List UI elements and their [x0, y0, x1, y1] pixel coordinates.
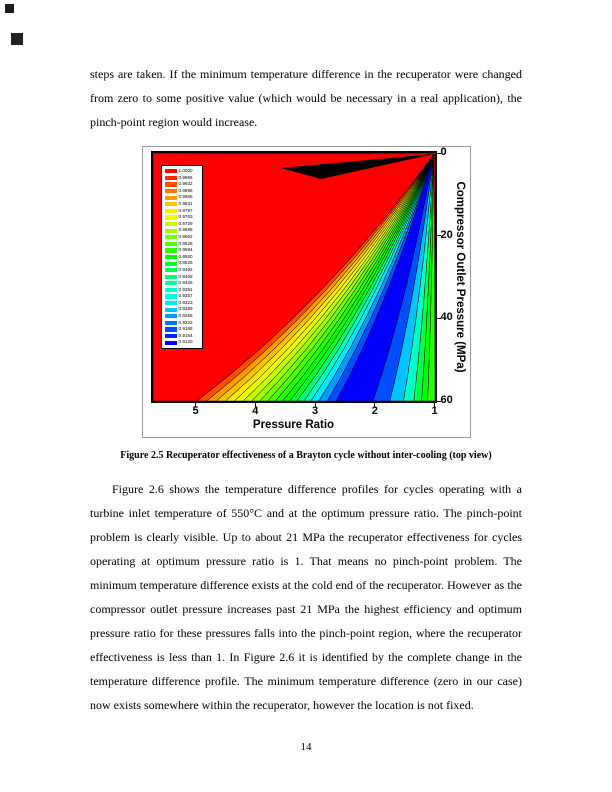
legend-value: 0.9695	[178, 227, 193, 233]
y-tick-label: 20	[440, 228, 453, 241]
legend-swatch	[165, 301, 177, 305]
legend-value: 0.9831	[178, 200, 193, 206]
legend-row	[165, 313, 199, 320]
legend-swatch	[165, 327, 177, 331]
legend-swatch	[165, 341, 177, 345]
contour-plot	[151, 151, 437, 403]
scan-artifact-icon	[5, 4, 14, 13]
legend-value: 0.9323	[178, 299, 193, 305]
legend-value: 0.9188	[178, 326, 193, 332]
legend-value: 0.9560	[178, 253, 193, 259]
legend-swatch	[165, 242, 177, 246]
legend-value: 0.9526	[178, 260, 193, 266]
legend-row	[165, 188, 199, 195]
legend-value: 0.9594	[178, 247, 193, 253]
legend-swatch	[165, 275, 177, 279]
legend-row	[165, 227, 199, 234]
legend-swatch	[165, 308, 177, 312]
legend-swatch	[165, 248, 177, 252]
legend-row	[165, 293, 199, 300]
legend-value: 0.9628	[178, 240, 193, 246]
legend-row	[165, 254, 199, 261]
legend-value: 0.9222	[178, 319, 193, 325]
legend-value: 0.9391	[178, 286, 193, 292]
legend-row	[165, 339, 199, 346]
x-axis-title: Pressure Ratio	[252, 419, 335, 431]
legend-swatch	[165, 334, 177, 338]
legend-value: 0.9357	[178, 293, 193, 299]
legend-swatch	[165, 196, 177, 200]
legend-value: 0.9458	[178, 273, 193, 279]
legend-value: 0.9966	[178, 174, 193, 180]
legend-value: 0.9492	[178, 266, 193, 272]
legend-row	[165, 300, 199, 307]
legend-value: 0.9120	[178, 339, 193, 345]
page-number: 14	[300, 741, 312, 753]
legend-row	[165, 234, 199, 241]
legend-swatch	[165, 294, 177, 298]
legend-swatch	[165, 189, 177, 193]
legend-swatch	[165, 202, 177, 206]
legend-swatch	[165, 229, 177, 233]
legend-row	[165, 181, 199, 188]
legend-value: 0.9763	[178, 214, 193, 220]
legend-swatch	[165, 281, 177, 285]
legend-row	[165, 175, 199, 182]
legend-swatch	[165, 209, 177, 213]
legend-row	[165, 168, 199, 175]
legend-row	[165, 214, 199, 221]
legend-swatch	[165, 288, 177, 292]
legend-swatch	[165, 169, 177, 173]
legend-value: 0.9425	[178, 280, 193, 286]
y-tick-label: 40	[440, 311, 453, 324]
legend-row	[165, 326, 199, 333]
legend-swatch	[165, 262, 177, 266]
legend-swatch	[165, 321, 177, 325]
legend-row	[165, 306, 199, 313]
legend-value: 0.9898	[178, 187, 193, 193]
figure-2-5	[142, 146, 471, 438]
legend-row	[165, 287, 199, 294]
paragraph-2: Figure 2.6 shows the temperature difference profiles for cycles operating with a turbine inlet temperature of 550°C and at the optimum pressure ratio. The pinch-point problem is clearly visible. Up to about 21 MPa the recuperator effectiveness for cycles operating at optimum pressure ratio is 1. That means no pinch-point problem. The minimum temperature difference exists at the cold end of the recuperator. However as the compressor outlet pressure increases past 21 MPa the highest efficiency and optimum pressure ratio for these pressures falls into the pinch-point region, where the recuperator effectiveness is less than 1. In Figure 2.6 it is identified by the complete change in the temperature difference profile. The minimum temperature difference (zero in our case) now exists somewhere within the recuperator, however the location is not fixed.	[90, 482, 522, 712]
legend-value: 0.9932	[178, 181, 193, 187]
legend-row	[165, 260, 199, 267]
x-tick-label: 4	[252, 405, 259, 417]
legend-swatch	[165, 255, 177, 259]
legend-value: 0.9154	[178, 332, 193, 338]
legend-row	[165, 333, 199, 340]
legend-row	[165, 194, 199, 201]
legend-value: 0.9797	[178, 207, 193, 213]
legend	[161, 165, 203, 349]
y-axis-title: Compressor Outlet Pressure (MPa)	[453, 181, 466, 373]
legend-value: 0.9662	[178, 233, 193, 239]
legend-swatch	[165, 235, 177, 239]
x-tick-label: 2	[371, 405, 378, 417]
legend-swatch	[165, 182, 177, 186]
scan-artifact-icon	[11, 33, 23, 45]
legend-swatch	[165, 176, 177, 180]
legend-swatch	[165, 215, 177, 219]
figure-frame	[142, 146, 471, 438]
y-tick-label: 0	[440, 146, 447, 158]
legend-row	[165, 221, 199, 228]
legend-swatch	[165, 314, 177, 318]
paragraph-1: steps are taken. If the minimum temperature difference in the recuperator were changed from zero to some positive value (which would be necessary in a real application), the pinch-point region would increase.	[90, 67, 522, 129]
figure-caption: Figure 2.5 Recuperator effectiveness of a Brayton cycle without inter-cooling (top view)	[120, 450, 492, 461]
y-tick-label: 60	[440, 394, 453, 406]
legend-row	[165, 267, 199, 274]
legend-row	[165, 208, 199, 215]
x-tick-label: 5	[192, 405, 199, 417]
x-tick-label: 3	[311, 405, 319, 417]
legend-row	[165, 241, 199, 248]
legend-value: 1.0000	[178, 168, 193, 173]
legend-value: 0.9729	[178, 220, 193, 226]
legend-value: 0.9255	[178, 313, 193, 319]
legend-row	[165, 280, 199, 287]
x-tick-label: 1	[431, 405, 438, 417]
legend-row	[165, 320, 199, 327]
legend-value: 0.9289	[178, 306, 193, 312]
legend-row	[165, 201, 199, 208]
legend-swatch	[165, 222, 177, 226]
legend-row	[165, 274, 199, 281]
legend-row	[165, 247, 199, 254]
legend-value: 0.9865	[178, 194, 193, 200]
legend-swatch	[165, 268, 177, 272]
